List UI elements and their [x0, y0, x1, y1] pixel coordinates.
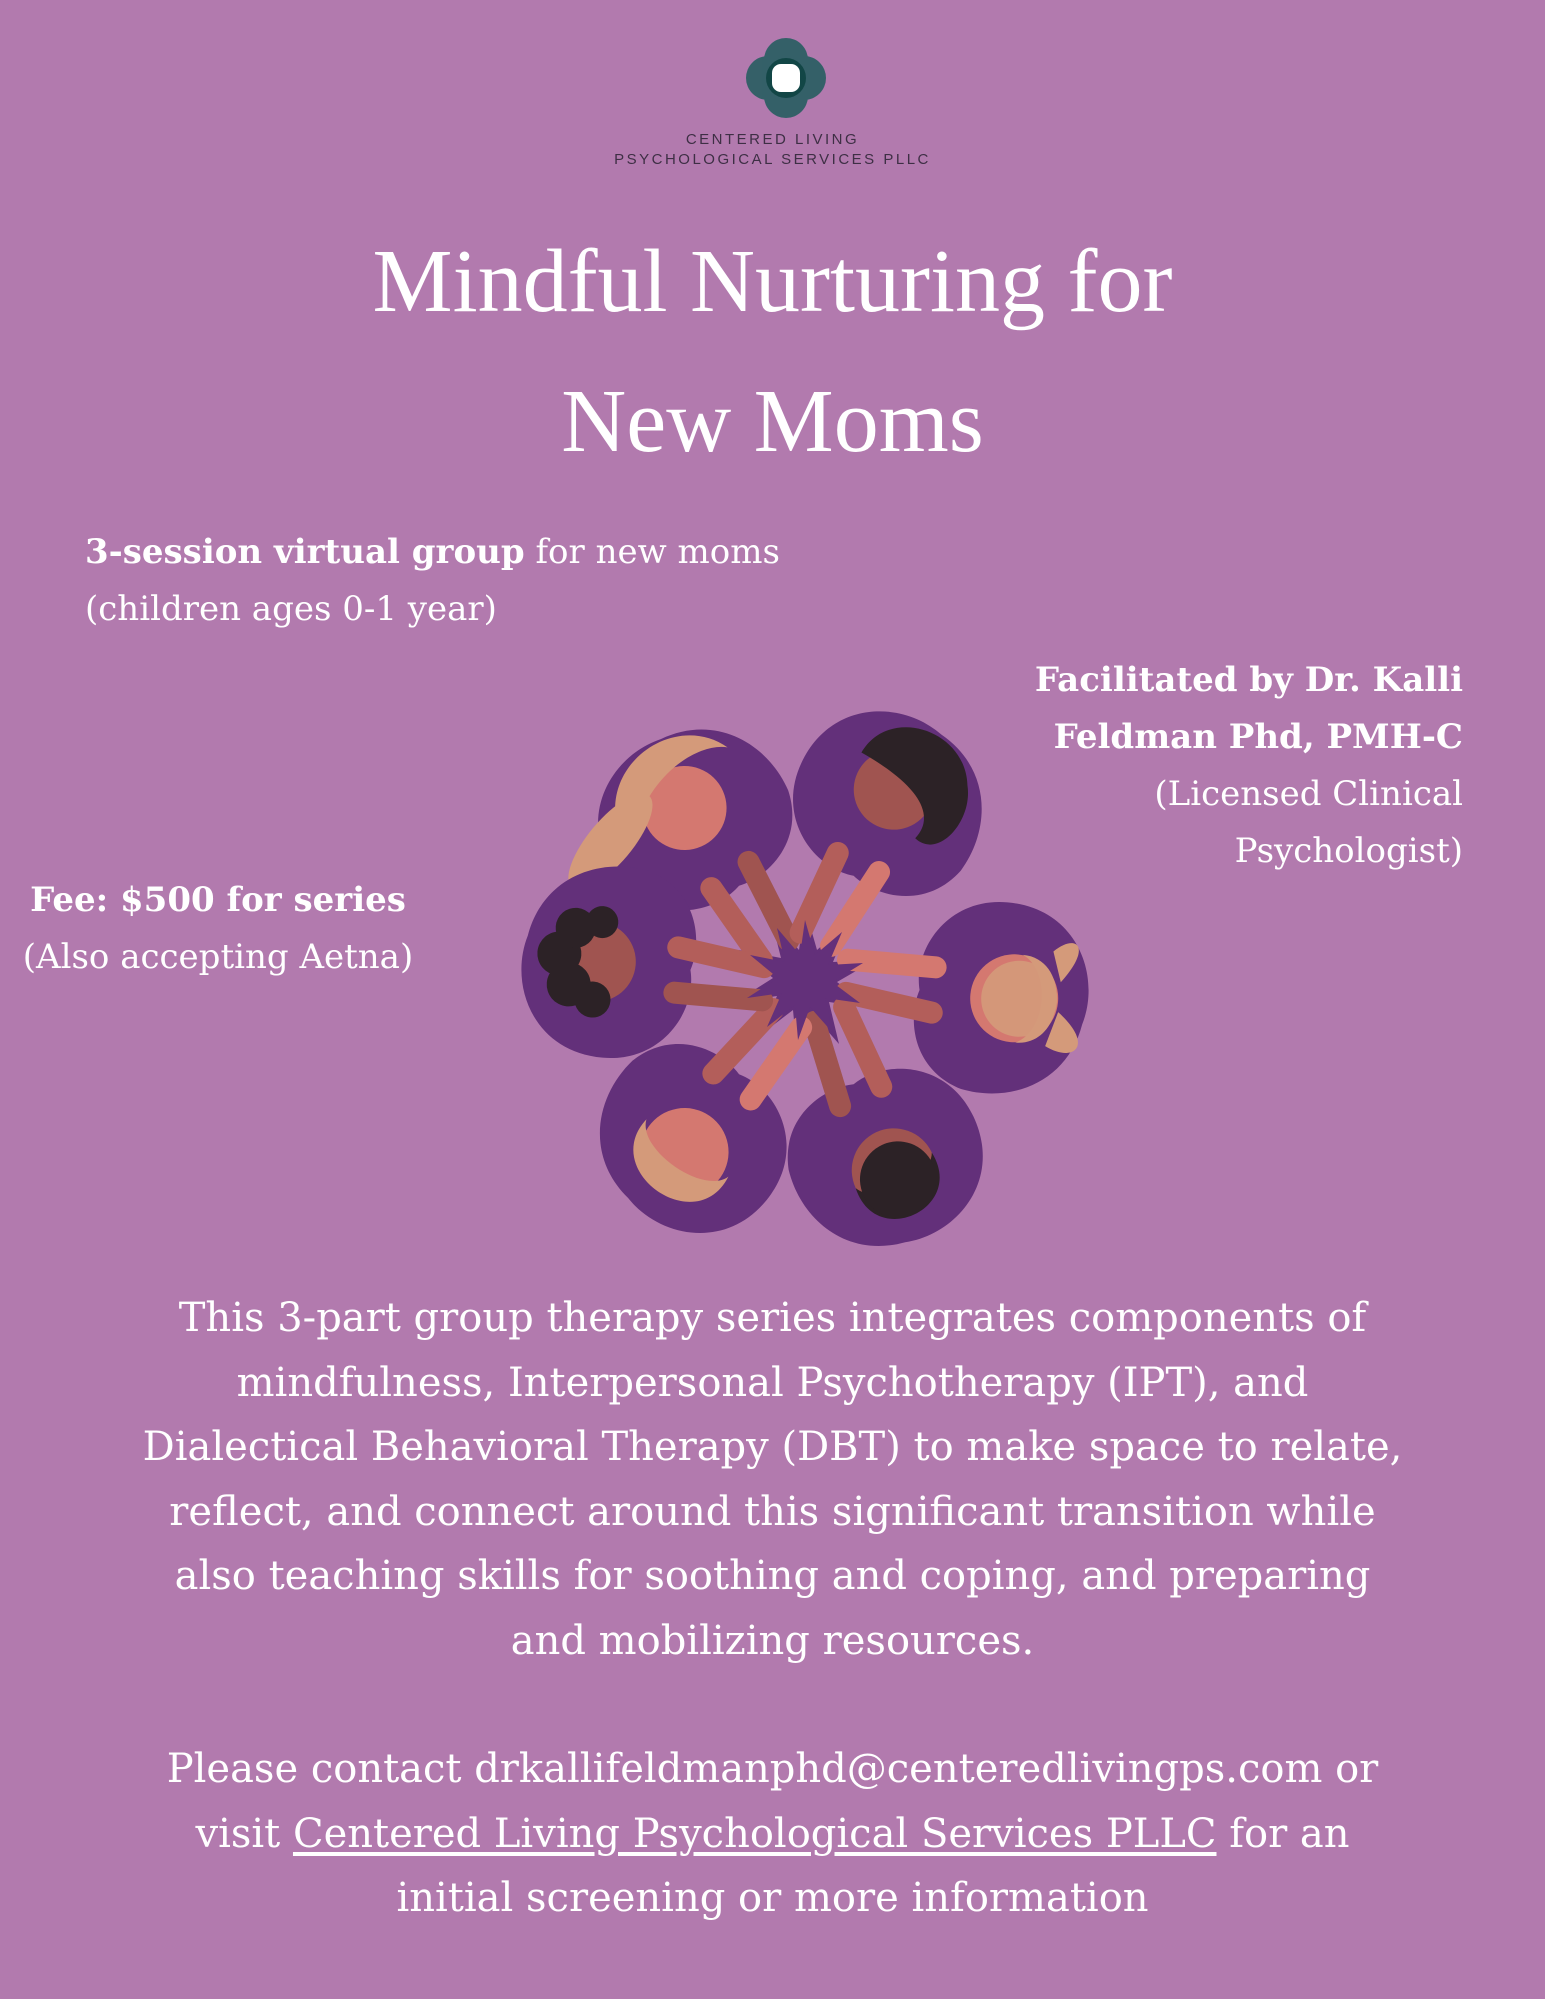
description: [0, 1286, 1545, 1673]
circle-of-moms-illustration: [510, 695, 1100, 1265]
contact-info: [0, 1737, 1545, 1931]
title-line-1: Mindful Nurturing for: [372, 232, 1173, 331]
description-line: also teaching skills for soothing and coping, and preparing: [174, 1553, 1371, 1599]
contact-visit: visit: [195, 1810, 293, 1857]
session-line-2: (children ages 0-1 year): [85, 589, 497, 629]
facilitator-line-2: Feldman Phd, PMH-C: [1053, 717, 1463, 757]
description-line: mindfulness, Interpersonal Psychotherapy (IPT), and: [236, 1359, 1309, 1406]
facilitator-line-3: (Licensed Clinical: [1154, 774, 1463, 814]
title-line-2: New Moms: [561, 372, 984, 471]
fee-info: [0, 872, 436, 986]
session-rest: for new moms: [524, 532, 780, 572]
description-line: This 3-part group therapy series integrates components of: [178, 1295, 1367, 1341]
fee-line-2: (Also accepting Aetna): [22, 937, 414, 977]
logo-flower-icon: [742, 34, 830, 122]
contact-line-3: initial screening or more information: [396, 1875, 1149, 1921]
session-bold: 3-session virtual group: [85, 532, 525, 572]
session-info: [85, 524, 780, 638]
page-title: [0, 212, 1545, 492]
contact-after-link: for an: [1216, 1810, 1350, 1857]
facilitator-line-1: Facilitated by Dr. Kalli: [1034, 660, 1463, 700]
practice-website-link[interactable]: Centered Living Psychological Services PLLC: [292, 1810, 1217, 1857]
logo-line-2: PSYCHOLOGICAL SERVICES PLLC: [614, 151, 931, 168]
description-line: Dialectical Behavioral Therapy (DBT) to make space to relate,: [142, 1424, 1403, 1470]
figure-group: [514, 695, 1096, 1265]
contact-line-1: Please contact drkallifeldmanphd@centeredlivingps.com or: [166, 1746, 1379, 1792]
description-line: and mobilizing resources.: [510, 1617, 1035, 1664]
contact-line-2: [0, 1802, 1545, 1867]
session-line-1: [85, 524, 780, 581]
description-line: reflect, and connect around this significant transition while: [169, 1488, 1376, 1535]
logo-line-1: CENTERED LIVING: [685, 131, 860, 148]
facilitator-line-4: Psychologist): [1234, 831, 1463, 871]
logo-wordmark: [0, 130, 1545, 170]
fee-line-1: Fee: $500 for series: [30, 880, 406, 920]
